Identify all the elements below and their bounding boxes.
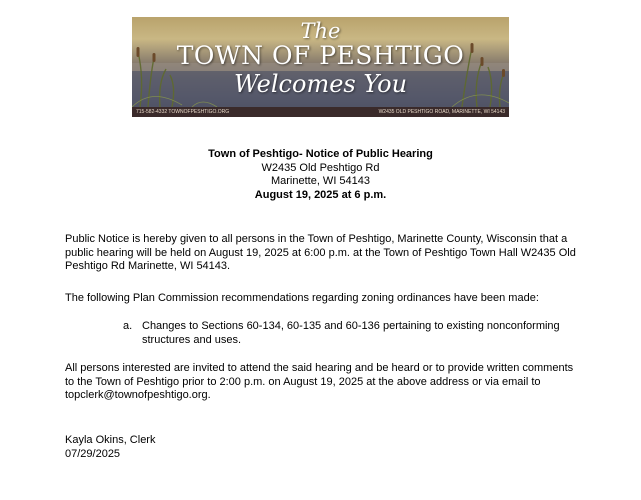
public-notice-paragraph: Public Notice is hereby given to all persons in the Town of Peshtigo, Marinette County, Wisconsin that a public hearing will be held on August 19, 2025 at 6:00 p.m. at the Town of Peshtigo Town Hall W2435 Old Peshtigo Rd Marinette, WI 54143.: [65, 233, 576, 272]
invitation-paragraph: All persons interested are invited to attend the said hearing and be heard or to provide written comments to the Town of Peshtigo prior to 2:00 p.m. on August 19, 2025 at the above address or via email to topclerk@townofpeshtigo.org.: [65, 362, 574, 401]
signature-date: 07/29/2025: [65, 447, 121, 460]
banner-phone-web: 715-582-4332 TOWNOFPESHTIGO.ORG: [136, 109, 230, 115]
recommendations-intro: The following Plan Commission recommendations regarding zoning ordinances have been made:: [65, 292, 539, 304]
banner-address: W2435 OLD PESHTIGO ROAD, MARINETTE, WI 54143: [378, 109, 505, 115]
banner-welcome: Welcomes You: [233, 70, 408, 98]
notice-street: W2435 Old Peshtigo Rd: [261, 161, 380, 174]
banner-footer-bar: [132, 107, 509, 117]
banner-the: The: [300, 19, 341, 43]
signature-name: Kayla Okins, Clerk: [65, 434, 156, 446]
signature-block: [65, 434, 155, 461]
notice-heading: [0, 148, 641, 202]
notice-city: Marinette, WI 54143: [270, 175, 371, 187]
list-marker: a.: [123, 320, 133, 332]
banner-town-name: TOWN OF PESHTIGO: [176, 41, 465, 70]
notice-date: August 19, 2025 at 6 p.m.: [254, 188, 387, 201]
notice-title: Town of Peshtigo- Notice of Public Hearing: [208, 148, 433, 160]
list-item-text: Changes to Sections 60-134, 60-135 and 60-136 pertaining to existing nonconforming structures and uses.: [142, 320, 560, 346]
town-banner: [132, 17, 509, 117]
